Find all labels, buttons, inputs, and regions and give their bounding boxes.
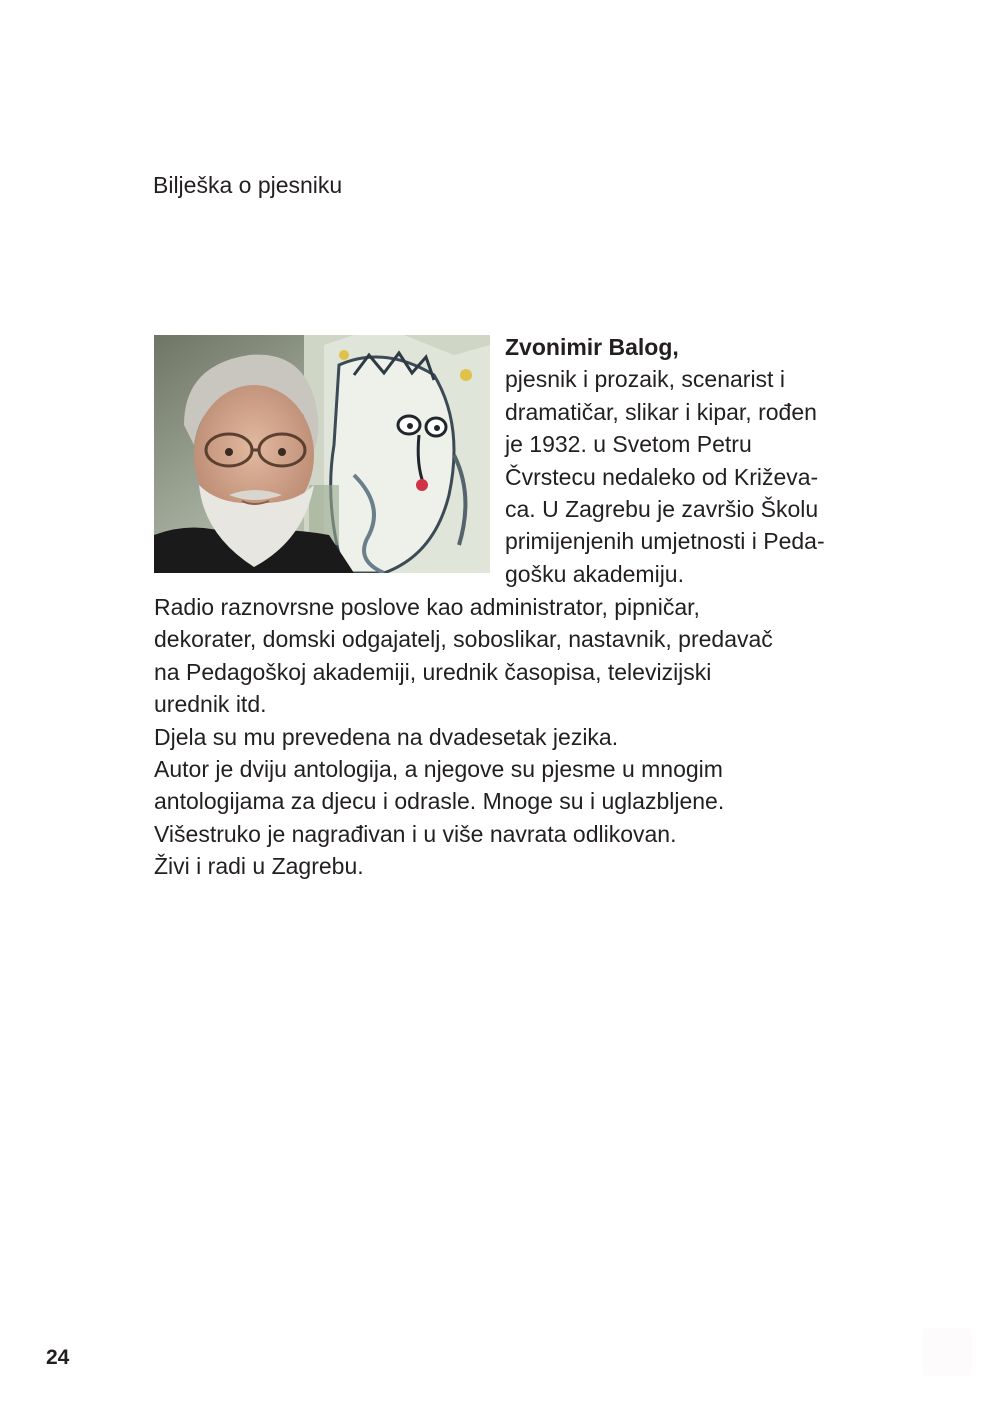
- bio-line: Autor je dviju antologija, a njegove su pjesme u mnogim: [154, 756, 723, 783]
- bio-line: Čvrstecu nedaleko od Križeva-: [505, 463, 819, 490]
- author-portrait-image: [154, 335, 490, 573]
- bio-line: dramatičar, slikar i kipar, rođen: [505, 398, 817, 425]
- author-biography: [154, 591, 914, 883]
- bio-line: urednik itd.: [154, 691, 267, 718]
- bio-line: pjesnik i prozaik, scenarist i: [505, 366, 785, 393]
- bio-line: gošku akademiju.: [505, 560, 684, 587]
- bio-line: dekorater, domski odgajatelj, soboslikar, nastavnik, predavač: [154, 626, 773, 653]
- author-intro: [505, 331, 905, 590]
- bio-line: Živi i radi u Zagrebu.: [154, 853, 364, 880]
- bio-line: Radio raznovrsne poslove kao administrator, pipničar,: [154, 594, 700, 620]
- bio-line: Višestruko je nagrađivan i u više navrata odlikovan.: [154, 820, 677, 847]
- bio-line: primijenjenih umjetnosti i Peda-: [505, 528, 825, 555]
- corner-mark: [922, 1328, 972, 1376]
- section-title: Bilješka o pjesniku: [153, 172, 343, 198]
- page-number: 24: [46, 1346, 70, 1369]
- bio-line: na Pedagoškoj akademiji, urednik časopisa, televizijski: [154, 658, 712, 685]
- author-name: Zvonimir Balog,: [505, 334, 679, 360]
- bio-line: antologijama za djecu i odrasle. Mnoge su i uglazbljene.: [154, 788, 725, 815]
- bio-line: je 1932. u Svetom Petru: [505, 431, 752, 458]
- bio-line: ca. U Zagrebu je završio Školu: [505, 496, 819, 523]
- bio-line: Djela su mu prevedena na dvadesetak jezika.: [154, 723, 619, 750]
